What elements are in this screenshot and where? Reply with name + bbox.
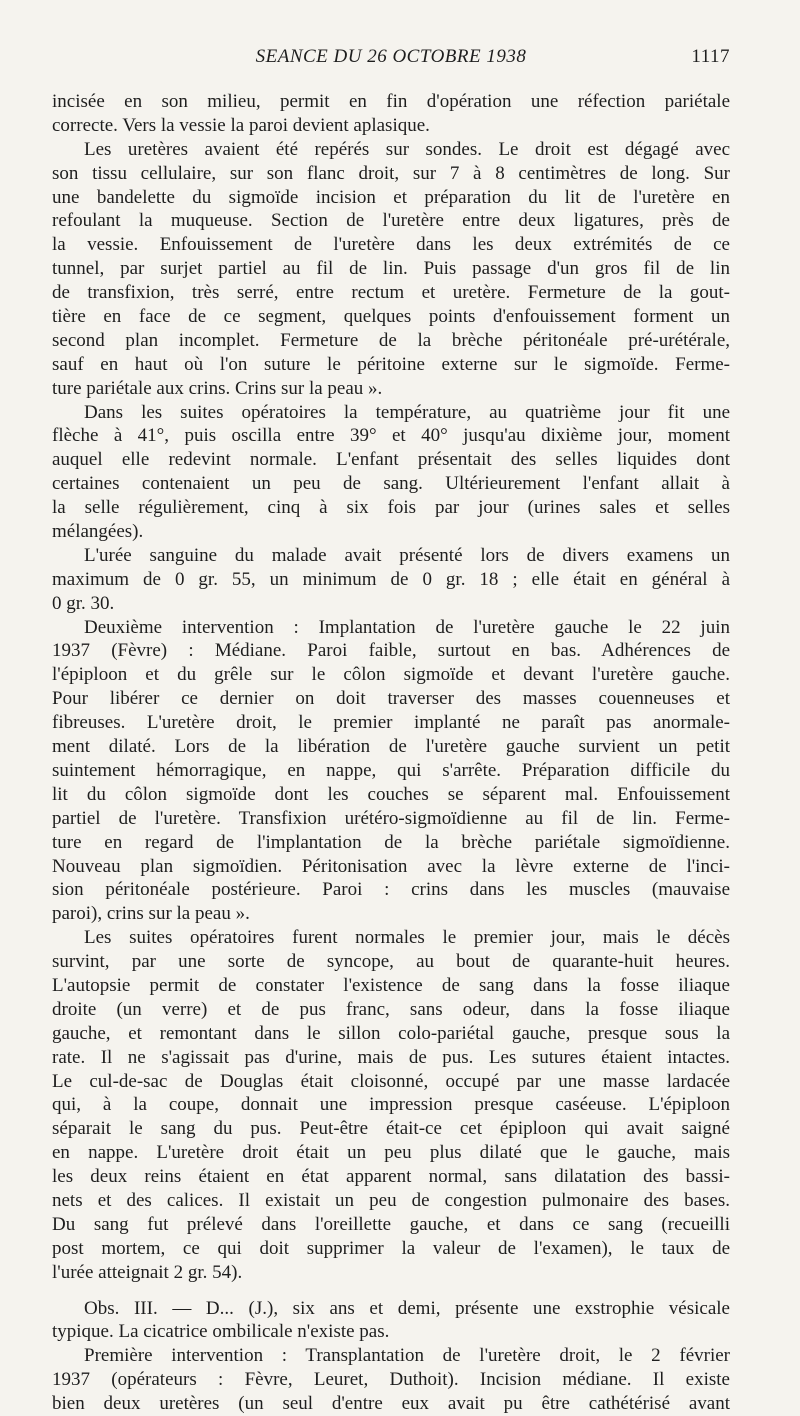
text-line: les deux reins étaient en état apparent normal, sans dilatation des bassi- bbox=[52, 1166, 730, 1188]
section-gap bbox=[52, 1285, 730, 1297]
text-line: Pour libérer ce dernier on doit traverser des masses couenneuses et bbox=[52, 688, 730, 710]
text-line: Les uretères avaient été repérés sur sondes. Le droit est dégagé avec bbox=[84, 138, 730, 160]
text-line: auquel elle redevint normale. L'enfant présentait des selles liquides dont bbox=[52, 449, 730, 471]
text-line: son tissu cellulaire, sur son flanc droit, sur 7 à 8 centimètres de long. Sur bbox=[52, 162, 730, 184]
text-line: 1937 (Fèvre) : Médiane. Paroi faible, surtout en bas. Adhérences de bbox=[52, 640, 730, 662]
text-line: la selle régulièrement, cinq à six fois par jour (urines sales et selles bbox=[52, 497, 730, 519]
text-line: gauche, et remontant dans le sillon colo-pariétal gauche, presque sous la bbox=[52, 1022, 730, 1044]
text-line: Les suites opératoires furent normales le premier jour, mais le décès bbox=[84, 927, 730, 949]
text-line: ture en regard de l'implantation de la brèche pariétale sigmoïdienne. bbox=[52, 831, 730, 853]
text-line: ment dilaté. Lors de la libération de l'uretère gauche survient un petit bbox=[52, 736, 730, 758]
text-line: Dans les suites opératoires la température, au quatrième jour fit une bbox=[84, 401, 730, 423]
text-line: suintement hémorragique, en nappe, qui s'arrête. Préparation difficile du bbox=[52, 759, 730, 781]
text-line: typique. La cicatrice ombilicale n'existe pas. bbox=[52, 1321, 390, 1343]
text-line: qui, à la coupe, donnait une impression presque caséeuse. L'épiploon bbox=[52, 1094, 730, 1116]
text-line: une bandelette du sigmoïde incision et préparation du lit de l'uretère en bbox=[52, 186, 730, 208]
text-line: Du sang fut prélevé dans l'oreillette gauche, et dans ce sang (recueilli bbox=[52, 1213, 730, 1235]
body-text bbox=[52, 90, 730, 1416]
text-line: certaines contenaient un peu de sang. Ultérieurement l'enfant allait à bbox=[52, 473, 730, 495]
text-line: tière en face de ce segment, quelques points d'enfouissement forment un bbox=[52, 306, 730, 328]
text-line: Deuxième intervention : Implantation de l'uretère gauche le 22 juin bbox=[84, 616, 730, 638]
text-line: flèche à 41°, puis oscilla entre 39° et 40° jusqu'au dixième jour, moment bbox=[52, 425, 730, 447]
text-line: droite (un verre) et de pus franc, sans odeur, dans la fosse iliaque bbox=[52, 998, 730, 1020]
text-line: la vessie. Enfouissement de l'uretère dans les deux extrémités de ce bbox=[52, 234, 730, 256]
text-line: bien deux uretères (un seul d'entre eux avait pu être cathétérisé avant bbox=[52, 1393, 730, 1415]
text-line: incisée en son milieu, permit en fin d'opération une réfection pariétale bbox=[52, 91, 730, 112]
text-line: Le cul-de-sac de Douglas était cloisonné, occupé par une masse lardacée bbox=[52, 1070, 730, 1092]
text-line: lit du côlon sigmoïde dont les couches se séparent mal. Enfouissement bbox=[52, 783, 730, 805]
text-line: l'urée atteignait 2 gr. 54). bbox=[52, 1261, 243, 1283]
text-line: second plan incomplet. Fermeture de la brèche péritonéale pré-urétérale, bbox=[52, 329, 730, 351]
page-number: 1117 bbox=[691, 46, 730, 67]
text-line: partiel de l'uretère. Transfixion urétéro-sigmoïdienne au fil de lin. Ferme- bbox=[52, 807, 730, 829]
text-line: Nouveau plan sigmoïdien. Péritonisation avec la lèvre externe de l'inci- bbox=[52, 855, 730, 877]
text-line: 0 gr. 30. bbox=[52, 592, 115, 614]
text-line: refoulant la muqueuse. Section de l'uretère entre deux ligatures, près de bbox=[52, 210, 730, 232]
text-line: sion péritonéale postérieure. Paroi : crins dans les muscles (mauvaise bbox=[52, 879, 730, 901]
text-line: tunnel, par surjet partiel au fil de lin. Puis passage d'un gros fil de lin bbox=[52, 258, 730, 280]
text-line: ture pariétale aux crins. Crins sur la peau ». bbox=[52, 377, 383, 399]
text-line: sauf en haut où l'on suture le péritoine externe sur le sigmoïde. Ferme- bbox=[52, 353, 730, 375]
text-line: séparait le sang du pus. Peut-être était-ce cet épiploon qui avait saigné bbox=[52, 1118, 730, 1140]
text-line: en nappe. L'uretère droit était un peu plus dilaté que le gauche, mais bbox=[52, 1142, 730, 1164]
text-line: nets et des calices. Il existait un peu de congestion pulmonaire des bases. bbox=[52, 1189, 730, 1211]
text-line: mélangées). bbox=[52, 521, 144, 543]
text-line: de transfixion, très serré, entre rectum et uretère. Fermeture de la gout- bbox=[52, 282, 730, 304]
text-line: paroi), crins sur la peau ». bbox=[52, 903, 250, 925]
text-line: fibreuses. L'uretère droit, le premier implanté ne paraît pas anormale- bbox=[52, 712, 730, 734]
text-line: correcte. Vers la vessie la paroi devient aplasique. bbox=[52, 114, 430, 136]
text-line: l'épiploon et du grêle sur le côlon sigmoïde et devant l'uretère gauche. bbox=[52, 664, 730, 686]
header-title: SEANCE DU 26 OCTOBRE 1938 bbox=[255, 46, 527, 67]
text-line: L'autopsie permit de constater l'existence de sang dans la fosse iliaque bbox=[52, 974, 730, 996]
text-line: L'urée sanguine du malade avait présenté lors de divers examens un bbox=[84, 544, 730, 566]
text-line: survint, par une sorte de syncope, au bout de quarante-huit heures. bbox=[52, 951, 730, 973]
text-line: Première intervention : Transplantation de l'uretère droit, le 2 février bbox=[84, 1345, 730, 1367]
text-line: 1937 (opérateurs : Fèvre, Leuret, Duthoit). Incision médiane. Il existe bbox=[52, 1369, 730, 1391]
text-line: Obs. III. — D... (J.), six ans et demi, présente une exstrophie vésicale bbox=[84, 1297, 730, 1319]
text-line: post mortem, ce qui doit supprimer la valeur de l'examen), le taux de bbox=[52, 1237, 730, 1259]
running-header bbox=[52, 46, 730, 74]
text-line: maximum de 0 gr. 55, un minimum de 0 gr. 18 ; elle était en général à bbox=[52, 568, 730, 590]
text-line: rate. Il ne s'agissait pas d'urine, mais de pus. Les sutures étaient intactes. bbox=[52, 1046, 730, 1068]
